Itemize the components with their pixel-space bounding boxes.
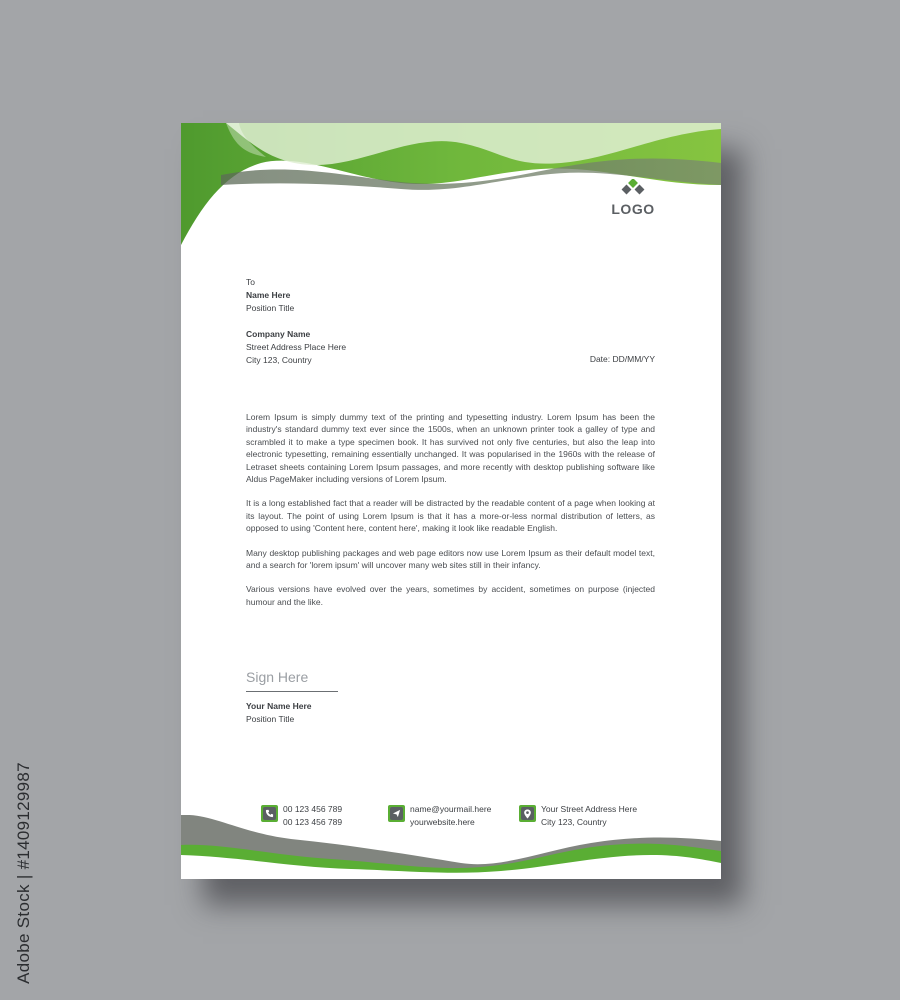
recipient-name: Name Here: [246, 290, 291, 300]
recipient-block: [246, 276, 655, 315]
letterhead-page: [181, 123, 721, 879]
company-city: City 123, Country: [246, 355, 312, 365]
company-street: Street Address Place Here: [246, 342, 347, 352]
email-address: name@yourmail.here: [410, 804, 492, 814]
phone-line-2: 00 123 456 789: [283, 817, 343, 827]
logo-text: LOGO: [611, 201, 655, 217]
body-paragraph: Lorem Ipsum is simply dummy text of the printing and typesetting industry. Lorem Ipsum has been the industry's standard dummy text ever since the 1500s, when an unknown printer took a galley of type and scrambled it to make a type specimen book. It has survived not only five centuries, but also the leap into electronic typesetting, remaining essentially unchanged. It was popularised in the 1960s with the release of Letraset sheets containing Lorem Ipsum passages, and more recently with desktop publishing software like Aldus PageMaker including versions of Lorem Ipsum.: [246, 412, 655, 485]
footer-wave-decoration: [181, 815, 721, 879]
logo-diamond-icon: [621, 179, 645, 197]
company-name: Company Name: [246, 329, 311, 339]
body-paragraph: It is a long established fact that a reader will be distracted by the readable content of a page when looking at its layout. The point of using Lorem Ipsum is that it has a more-or-less normal distribution of letters, as opposed to using 'Content here, content here', making it look like readable English.: [246, 498, 655, 534]
letter-date: Date: DD/MM/YY: [589, 354, 655, 364]
sign-here-label: Sign Here: [246, 669, 309, 685]
signer-name: Your Name Here: [246, 701, 312, 711]
signer-position: Position Title: [246, 714, 295, 724]
signature-line: [246, 691, 338, 692]
address-city: City 123, Country: [541, 817, 607, 827]
body-paragraph: Many desktop publishing packages and web page editors now use Lorem Ipsum as their default model text, and a search for 'lorem ipsum' will uncover many web sites still in their infancy.: [246, 547, 655, 571]
letter-body: [246, 411, 655, 608]
recipient-position: Position Title: [246, 303, 295, 313]
signature-block: [246, 669, 338, 726]
address-street: Your Street Address Here: [541, 804, 638, 814]
to-label: To: [246, 277, 255, 287]
watermark-text: Adobe Stock | #1409129987: [14, 761, 33, 984]
stock-watermark: [8, 755, 40, 990]
logo: [611, 179, 655, 217]
phone-line-1: 00 123 456 789: [283, 804, 343, 814]
body-paragraph: Various versions have evolved over the years, sometimes by accident, sometimes on purpose (injected humour and the like.: [246, 584, 655, 607]
website-address: yourwebsite.here: [410, 817, 475, 827]
letter-content: [246, 276, 655, 620]
